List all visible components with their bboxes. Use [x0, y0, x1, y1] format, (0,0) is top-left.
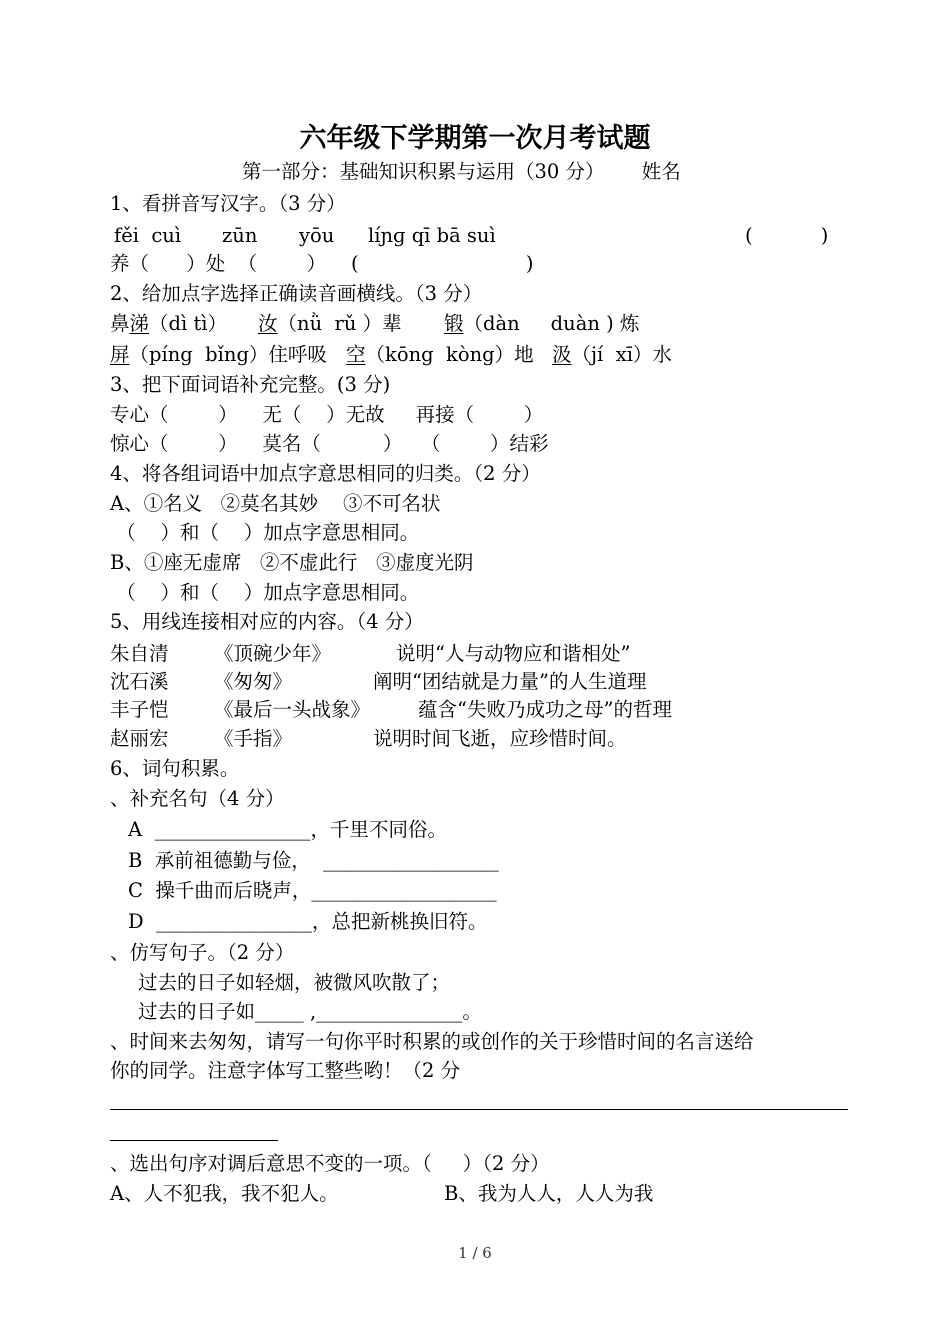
- q6-sub1-heading: 、补充名句（4 分）: [110, 787, 285, 810]
- q2-item-4: 屏（píng bǐng）住呼吸: [110, 343, 327, 366]
- q6-quote-d: D ________________，总把新桃换旧符。: [128, 910, 488, 933]
- q4-group-a-answer: （ ）和（ ）加点字意思相同。: [110, 521, 420, 544]
- q6-option-b: B、我为人人，人人为我: [444, 1182, 654, 1205]
- q2-item-6: 汲（jí xī）水: [552, 343, 672, 366]
- q1-pinyin-3: yōu: [299, 224, 335, 247]
- q5-meaning: 蕴含“失败乃成功之母”的哲理: [418, 698, 672, 721]
- q1-heading: 1、看拼音写汉字。（3 分）: [110, 192, 346, 215]
- q5-author: 丰子恺: [110, 698, 169, 721]
- q2-heading: 2、给加点字选择正确读音画横线。（3 分）: [110, 282, 483, 305]
- q2-item-3: 锻（dàn duàn ) 炼: [444, 312, 640, 335]
- exam-title: 六年级下学期第一次月考试题: [299, 123, 651, 154]
- q4-group-a: A、①名义 ②莫名其妙 ③不可名状: [110, 492, 441, 515]
- q1-pinyin-blank: ( ): [745, 224, 829, 247]
- q5-meaning: 说明时间飞逝，应珍惜时间。: [373, 727, 627, 750]
- q5-work: 《最后一头战象》: [214, 698, 371, 721]
- q5-author: 赵丽宏: [110, 727, 169, 750]
- answer-line: [110, 1140, 278, 1141]
- q5-author: 沈石溪: [110, 670, 169, 693]
- q1-pinyin-2: zūn: [222, 224, 258, 247]
- q6-sub2-heading: 、仿写句子。（2 分）: [110, 941, 295, 964]
- q6-sub4-heading: 、选出句序对调后意思不变的一项。（ ）（2 分）: [110, 1152, 550, 1175]
- q6-imitate-sentence: 过去的日子如_____ ,_______________。: [138, 1000, 482, 1023]
- q6-heading: 6、词句积累。: [110, 757, 240, 780]
- q4-heading: 4、将各组词语中加点字意思相同的归类。（2 分）: [110, 462, 541, 485]
- q5-work: 《顶碗少年》: [214, 642, 332, 665]
- q3-row-1: 专心（ ） 无（ ）无故 再接（ ）: [110, 403, 544, 426]
- q6-sub3-line-1: 、时间来去匆匆，请写一句你平时积累的或创作的关于珍惜时间的名言送给: [110, 1030, 754, 1053]
- q5-work: 《手指》: [214, 727, 293, 750]
- q6-quote-a: A ________________，千里不同俗。: [128, 818, 447, 841]
- q6-model-sentence: 过去的日子如轻烟，被微风吹散了；: [138, 971, 451, 994]
- q3-row-2: 惊心（ ） 莫名（ ） （ ）结彩: [110, 432, 549, 455]
- q5-work: 《匆匆》: [214, 670, 293, 693]
- q5-meaning: 阐明“团结就是力量”的人生道理: [373, 670, 647, 693]
- q6-sub3-line-2: 你的同学。注意字体写工整些哟！（2 分: [110, 1059, 461, 1082]
- exam-subtitle: 第一部分：基础知识积累与运用（30 分） 姓名: [242, 160, 681, 183]
- q6-quote-b: B 承前祖德勤与俭， __________________: [128, 849, 499, 872]
- q4-group-b: B、①座无虚席 ②不虚此行 ③虚度光阴: [110, 551, 474, 574]
- q5-author: 朱自清: [110, 642, 169, 665]
- page-number: 1 / 6: [458, 1244, 492, 1262]
- answer-line: [110, 1109, 848, 1110]
- q2-item-2: 汝（nǜ rǔ ）辈: [258, 312, 402, 335]
- q6-quote-c: C 操千曲而后晓声，___________________: [128, 879, 497, 902]
- q6-option-a: A、人不犯我，我不犯人。: [110, 1182, 339, 1205]
- q5-heading: 5、用线连接相对应的内容。（4 分）: [110, 610, 424, 633]
- q1-answers: 养（ ）处 （ ） ( ): [110, 252, 534, 275]
- q3-heading: 3、把下面词语补充完整。(3 分): [110, 373, 391, 396]
- q1-pinyin-1: fěi cuì: [114, 224, 182, 247]
- q5-meaning: 说明“人与动物应和谐相处”: [396, 642, 631, 665]
- q4-group-b-answer: （ ）和（ ）加点字意思相同。: [110, 581, 420, 604]
- q2-item-5: 空（kōng kòng）地: [346, 343, 534, 366]
- q2-item-1: 鼻涕（dì tì）: [110, 312, 228, 335]
- q1-pinyin-4: líɲɡ qī bā suì: [368, 224, 496, 247]
